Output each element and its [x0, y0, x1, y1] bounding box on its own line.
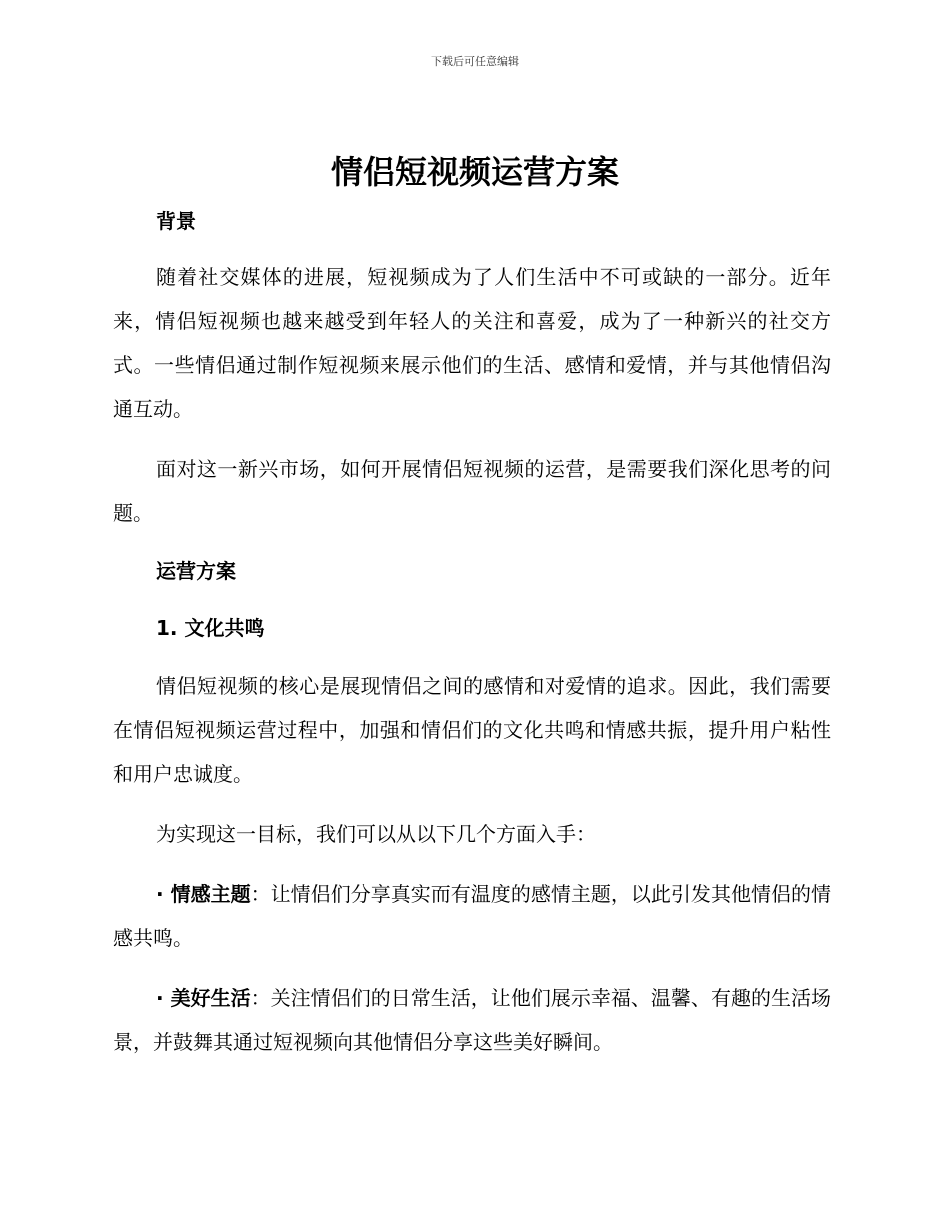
spacer — [113, 592, 831, 607]
paragraph: 为实现这一目标，我们可以从以下几个方面入手： — [156, 822, 596, 846]
bullet-text: 让情侣们分享真实而有温度的感情主题，以此引发其他情侣的情感共鸣。 — [113, 882, 832, 950]
bullet-marker: · — [156, 986, 171, 1010]
section-heading-background: 背景 — [156, 209, 196, 233]
document-body — [113, 200, 831, 1064]
spacer — [113, 960, 831, 976]
header-note: 下载后可任意编辑 — [431, 55, 519, 68]
bullet-title: 美好生活 — [170, 986, 251, 1010]
bullet-item-good-life — [113, 976, 831, 1064]
paragraph: 情侣短视频的核心是展现情侣之间的感情和对爱情的追求。因此，我们需要在情侣短视频运营过程中，加强和情侣们的文化共鸣和情感共振，提升用户粘性和用户忠诚度。 — [113, 674, 831, 786]
bullet-title: 情感主题 — [170, 882, 251, 906]
spacer — [113, 649, 831, 664]
bullet-item-emotion-theme — [113, 872, 831, 960]
paragraph: 随着社交媒体的进展，短视频成为了人们生活中不可或缺的一部分。近年来，情侣短视频也越来越受到年轻人的关注和喜爱，成为了一种新兴的社交方式。一些情侣通过制作短视频来展示他们的生活、感情和爱情，并与其他情侣沟通互动。 — [113, 265, 831, 421]
bullet-marker: · — [156, 882, 171, 906]
bullet-separator: ： — [250, 882, 271, 906]
bullet-text: 关注情侣们的日常生活，让他们展示幸福、温馨、有趣的生活场景，并鼓舞其通过短视频向其他情侣分享这些美好瞬间。 — [113, 986, 832, 1054]
spacer — [113, 431, 831, 447]
spacer — [113, 856, 831, 872]
spacer — [113, 535, 831, 550]
bullet-separator: ： — [250, 986, 271, 1010]
subsection-heading-culture: 1. 文化共鸣 — [156, 616, 265, 640]
document-title: 情侣短视频运营方案 — [330, 153, 619, 191]
section-heading-plan: 运营方案 — [156, 559, 236, 583]
spacer — [113, 242, 831, 255]
paragraph: 面对这一新兴市场，如何开展情侣短视频的运营，是需要我们深化思考的问题。 — [113, 457, 831, 525]
spacer — [113, 796, 831, 812]
